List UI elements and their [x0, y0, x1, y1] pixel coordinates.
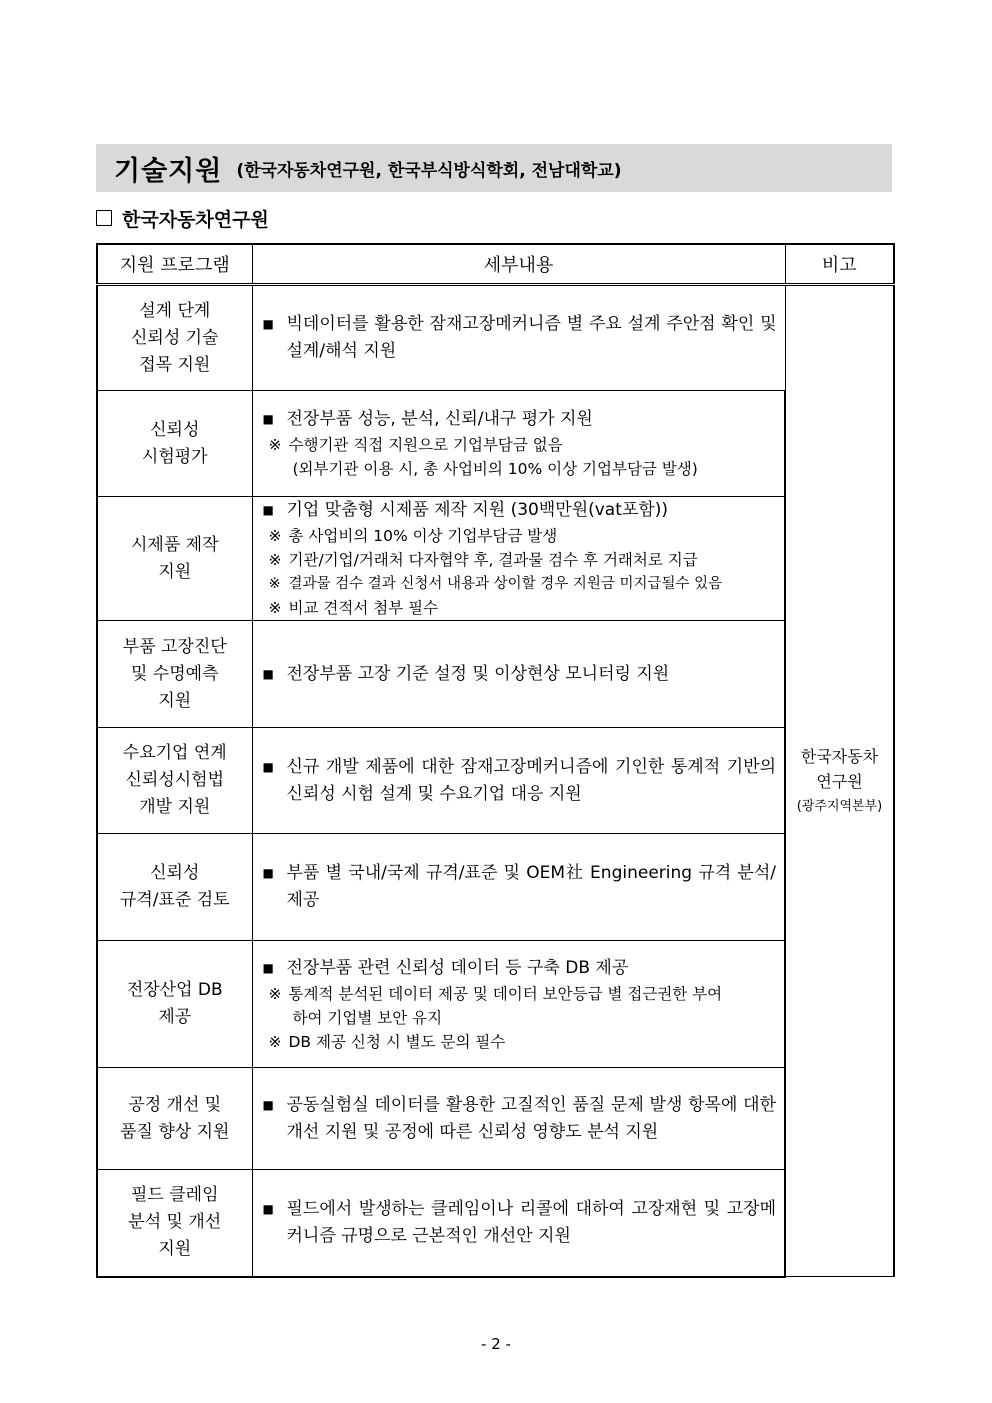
program-name: 설계 단계 신뢰성 기술 접목 지원 [97, 285, 252, 391]
header-remark: 비고 [785, 244, 894, 285]
detail-bullet: 필드에서 발생하는 클레임이나 리콜에 대하여 고장재현 및 고장메커니즘 규명으로 근본적인 개선안 지원 [286, 1198, 776, 1246]
detail-note: DB 제공 신청 시 별도 문의 필수 [288, 1032, 506, 1051]
table-row [97, 941, 894, 1068]
section-title-bar [96, 144, 892, 192]
program-name: 신뢰성 규격/표준 검토 [97, 834, 252, 941]
bullet-icon: ■ [262, 412, 274, 426]
table-row [97, 621, 894, 728]
table-row [97, 728, 894, 834]
checkbox-square-icon [96, 210, 112, 226]
section-heading [96, 203, 269, 233]
detail-note: 수행기관 직접 지원으로 기업부담금 없음 [288, 436, 563, 454]
remark-line: 한국자동차 [800, 746, 879, 766]
table-row [97, 834, 894, 941]
note-mark-icon: ※ [268, 436, 282, 454]
detail-bullet: 공동실험실 데이터를 활용한 고질적인 품질 문제 발생 항목에 대한 개선 지원 및 공정에 따른 신뢰성 영향도 분석 지원 [286, 1094, 776, 1142]
header-detail: 세부내용 [252, 244, 785, 285]
section-heading-text: 한국자동차연구원 [122, 208, 269, 231]
detail-note: 결과물 검수 결과 신청서 내용과 상이할 경우 지원금 미지급될수 있음 [288, 576, 723, 592]
note-mark-icon: ※ [268, 984, 282, 1003]
bullet-icon: ■ [262, 1201, 274, 1216]
table-row [97, 1170, 894, 1277]
bullet-icon: ■ [262, 1097, 274, 1112]
detail-bullet: 빅데이터를 활용한 잠재고장메커니즘 별 주요 설계 주안점 확인 및 설계/해석 지원 [286, 314, 777, 361]
bullet-icon: ■ [262, 503, 274, 517]
bullet-icon: ■ [262, 866, 274, 880]
detail-bullet: 부품 별 국내/국제 규격/표준 및 OEM社 Engineering 규격 분석/제공 [286, 863, 776, 910]
detail-cell [252, 1170, 785, 1277]
table-row [97, 1068, 894, 1170]
detail-cell [252, 497, 785, 621]
bullet-icon: ■ [262, 666, 274, 681]
detail-bullet: 전장부품 고장 기준 설정 및 이상현상 모니터링 지원 [286, 663, 670, 684]
detail-cell [252, 621, 785, 728]
remark-line: 연구원 [816, 771, 863, 791]
page-subtitle: (한국자동차연구원, 한국부식방식학회, 전남대학교) [236, 160, 622, 181]
detail-bullet: 기업 맞춤형 시제품 제작 지원 (30백만원(vat포함)) [286, 500, 668, 520]
bullet-icon: ■ [262, 759, 274, 774]
detail-cell [252, 391, 785, 497]
note-mark-icon: ※ [268, 599, 282, 617]
table-row [97, 391, 894, 497]
table-header-row [97, 244, 894, 285]
note-mark-icon: ※ [268, 527, 282, 545]
detail-cell [252, 285, 785, 391]
detail-bullet: 신규 개발 제품에 대한 잠재고장메커니즘에 기인한 통계적 기반의 신뢰성 시험 설계 및 수요기업 대응 지원 [286, 756, 776, 804]
remark-line: (광주지역본부) [796, 798, 883, 814]
program-name: 시제품 제작 지원 [97, 497, 252, 621]
detail-cell [252, 728, 785, 834]
table-row [97, 497, 894, 621]
detail-bullet: 전장부품 관련 신뢰성 데이터 등 구축 DB 제공 [286, 957, 629, 978]
detail-note: (외부기관 이용 시, 총 사업비의 10% 이상 기업부담금 발생) [292, 460, 698, 478]
table-row [97, 285, 894, 391]
note-mark-icon: ※ [268, 1032, 282, 1051]
detail-note: 기관/기업/거래처 다자협약 후, 결과물 검수 후 거래처로 지급 [288, 551, 698, 569]
header-program: 지원 프로그램 [97, 244, 252, 285]
detail-cell [252, 941, 785, 1068]
detail-cell [252, 834, 785, 941]
page-number: - 2 - [481, 1335, 511, 1353]
detail-note: 비교 견적서 첨부 필수 [288, 599, 439, 617]
support-program-table [96, 243, 895, 1278]
program-name: 전장산업 DB 제공 [97, 941, 252, 1068]
detail-note: 하여 기업별 보안 유지 [292, 1008, 443, 1027]
detail-bullet: 전장부품 성능, 분석, 신뢰/내구 평가 지원 [286, 409, 593, 429]
detail-note: 통계적 분석된 데이터 제공 및 데이터 보안등급 별 접근권한 부여 [288, 984, 723, 1003]
note-mark-icon: ※ [268, 576, 281, 592]
detail-note: 총 사업비의 10% 이상 기업부담금 발생 [288, 527, 558, 545]
bullet-icon: ■ [262, 317, 274, 331]
program-name: 공정 개선 및 품질 향상 지원 [97, 1068, 252, 1170]
program-name: 신뢰성 시험평가 [97, 391, 252, 497]
program-name: 필드 클레임 분석 및 개선 지원 [97, 1170, 252, 1277]
bullet-icon: ■ [262, 960, 274, 975]
detail-cell [252, 1068, 785, 1170]
program-name: 부품 고장진단 및 수명예측 지원 [97, 621, 252, 728]
program-name: 수요기업 연계 신뢰성시험법 개발 지원 [97, 728, 252, 834]
note-mark-icon: ※ [268, 551, 282, 569]
remark-cell [785, 285, 894, 1277]
page-title: 기술지원 [114, 155, 223, 187]
